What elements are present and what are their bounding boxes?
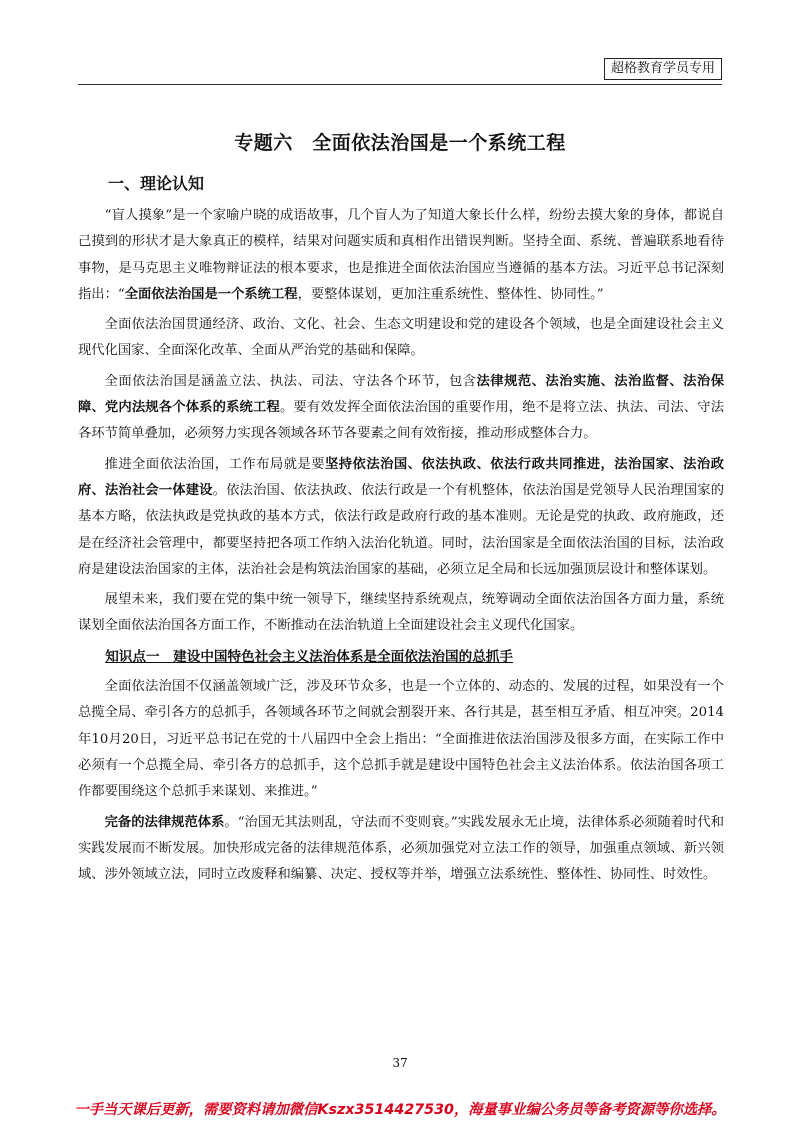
header-divider <box>78 84 722 85</box>
page-title: 专题六 全面依法治国是一个系统工程 <box>234 132 566 154</box>
paragraph: “盲人摸象”是一个家喻户晓的成语故事，几个盲人为了知道大象长什么样，纷纷去摸大象的身体，都说自己摸到的形状才是大象真正的模样，结果对问题实质和真相作出错误判断。坚持全面、系统、普遍联系地看待事物，是马克思主义唯物辩证法的根本要求，也是推进全面依法治国应当遵循的基本方法。习近平总书记深刻指出：“全面依法治国是一个系统工程，要整体谋划，更加注重系统性、整体性、协同性。” <box>78 208 724 302</box>
promo-footer: 一手当天课后更新，需要资料请加微信Kszx3514427530，海量事业编公务员等备考资源等你选择。 <box>74 1102 726 1118</box>
emphasis-text: 坚持依法治国、依法执政、依法行政共同推进，法治国家、法治政府、法治社会一体建设 <box>78 456 725 498</box>
paragraph: 全面依法治国是涵盖立法、执法、司法、守法各个环节，包含法律规范、法治实施、法治监督、法治保障、党内法规各个体系的系统工程。要有效发挥全面依法治国的重要作用，绝不是将立法、执法、司法、守法各环节简单叠加，必须努力实现各领域各环节各要素之间有效衔接，推动形成整体合力。 <box>78 373 725 442</box>
paragraph: 展望未来，我们要在党的集中统一领导下，继续坚持系统观点，统筹调动全面依法治国各方面力量，系统谋划全面依法治国各方面工作，不断推动在法治轨道上全面建设社会主义现代化国家。 <box>78 592 724 634</box>
page-number: 37 <box>392 1056 408 1070</box>
section-heading-theory: 一、理论认知 <box>108 174 205 193</box>
header-badge: 超格教育学员专用 <box>604 58 722 80</box>
paragraph: 全面依法治国贯通经济、政治、文化、社会、生态文明建设和党的建设各个领域，也是全面建设社会主义现代化国家、全面深化改革、全面从严治党的基础和保障。 <box>78 317 724 359</box>
emphasis-text: 全面依法治国是一个系统工程 <box>124 286 298 302</box>
emphasis-text: 法律规范、法治实施、法治监督、法治保障、党内法规各个体系的系统工程 <box>78 373 725 416</box>
paragraph: 完备的法律规范体系。“治国无其法则乱，守法而不变则衰。”实践发展永无止境，法律体系必须随着时代和实践发展而不断发展。加快形成完备的法律规范体系，必须加强党对立法工作的领导，加强重点领域、新兴领域、涉外领域立法，同时立改废释和编纂、决定、授权等并举，增强立法系统性、整体性、协同性、时效性。 <box>78 814 724 883</box>
paragraph: 推进全面依法治国，工作布局就是要坚持依法治国、依法执政、依法行政共同推进，法治国家、法治政府、法治社会一体建设。依法治国、依法执政、依法行政是一个有机整体，依法治国是党领导人民治理国家的基本方略，依法执政是党执政的基本方式，依法行政是政府行政的基本准则。无论是党的执政、政府施政，还是在经济社会管理中，都要坚持把各项工作纳入法治化轨道。同时，法治国家是全面依法治国的目标，法治政府是建设法治国家的主体，法治社会是构筑法治国家的基础，必须立足全局和长远加强顶层设计和整体谋划。 <box>78 456 725 577</box>
emphasis-text: 完备的法律规范体系 <box>104 814 225 830</box>
paragraph: 全面依法治国不仅涵盖领域广泛，涉及环节众多，也是一个立体的、动态的、发展的过程，如果没有一个总揽全局、牵引各方的总抓手，各领域各环节之间就会割裂开来、各行其是，甚至相互矛盾、相互冲突。2014年10月20日，习近平总书记在党的十八届四中全会上指出：“全面推进依法治国涉及很多方面，在实际工作中必须有一个总揽全局、牵引各方的总抓手，这个总抓手就是建设中国特色社会主义法治体系。依法治国各项工作都要围绕这个总抓手来谋划、来推进。” <box>78 679 724 800</box>
knowledge-point-heading: 知识点一 建设中国特色社会主义法治体系是全面依法治国的总抓手 <box>105 648 513 665</box>
main-content <box>78 203 724 892</box>
